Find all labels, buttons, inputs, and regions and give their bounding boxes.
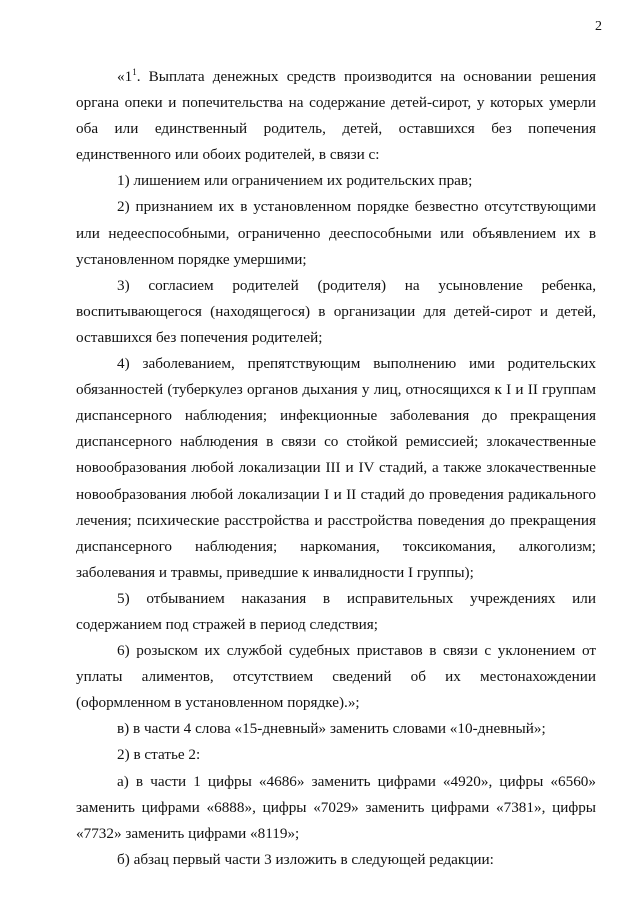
paragraph-amendment-a: а) в части 1 цифры «4686» заменить цифрами «4920», цифры «6560» заменить цифрами «6888», цифры «7029» заменить цифрами «7381», цифры «7732» заменить цифрами «8119»; [76, 772, 596, 842]
superscript-number: 1 [132, 67, 137, 77]
paragraph-item-5: 5) отбыванием наказания в исправительных учреждениях или содержанием под стражей в период следствия; [76, 589, 596, 633]
paragraph-amendment-v: в) в части 4 слова «15-дневный» заменить словами «10-дневный»; [117, 720, 546, 738]
paragraph-item-2: 2) признанием их в установленном порядке безвестно отсутствующими или недееспособными, ограниченно дееспособными или объявлением их в установленном порядке умершими; [76, 198, 596, 268]
paragraph-item-3: 3) согласием родителей (родителя) на усыновление ребенка, воспитывающегося (находящегося) в организации для детей-сирот и детей, оставшихся без попечения родителей; [76, 276, 596, 346]
paragraph-prefix: «1 [117, 68, 133, 85]
paragraph-item-6: 6) розыском их службой судебных приставов в связи с уклонением от уплаты алиментов, отсутствием сведений об их местонахождении (оформленном в установленном порядке).»; [76, 642, 596, 712]
paragraph-amendment-b: б) абзац первый части 3 изложить в следующей редакции: [117, 850, 494, 868]
paragraph-1-1-payment-basis [76, 64, 596, 168]
paragraph-item-1: 1) лишением или ограничением их родительских прав; [117, 172, 473, 190]
page-number: 2 [595, 19, 602, 34]
paragraph-article-2: 2) в статье 2: [117, 746, 201, 764]
paragraph-text: . Выплата денежных средств производится на основании решения органа опеки и попечительства на содержание детей-сирот, у которых умерли оба или единственный родитель, детей, оставшихся без попечения единственного или обоих родителей, в связи с: [76, 68, 596, 164]
paragraph-item-4: 4) заболеванием, препятствующим выполнению ими родительских обязанностей (туберкулез органов дыхания у лиц, относящихся к I и II группам диспансерного наблюдения; инфекционные заболевания до прекращения диспансерного наблюдения в связи со стойкой ремиссией; злокачественные новообразования любой локализации III и IV стадий, а также злокачественные новообразования любой локализации I и II стадий до проведения радикального лечения; психические расстройства и расстройства поведения до прекращения диспансерного наблюдения; наркомания, токсикомания, алкоголизм; заболевания и травмы, приведшие к инвалидности I группы); [76, 355, 596, 581]
document-body [76, 64, 596, 873]
